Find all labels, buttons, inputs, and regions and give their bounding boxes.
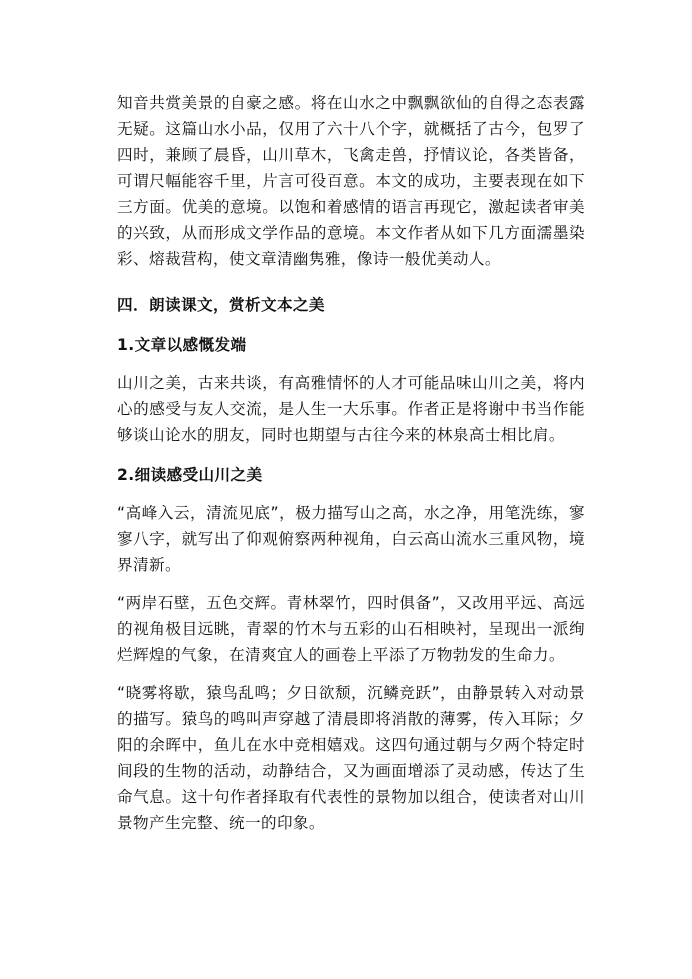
subheading-2: 2.细读感受山川之美 xyxy=(117,466,263,484)
document-page xyxy=(117,90,585,836)
section-heading: 四．朗读课文，赏析文本之美 xyxy=(117,296,325,314)
paragraph-intro: 知音共赏美景的自豪之感。将在山水之中飘飘欲仙的自得之态表露无疑。这篇山水小品，仅用了六十八个字，就概括了古今，包罗了四时，兼顾了晨昏，山川草木，飞禽走兽，抒情议论，各类皆备，可谓尺幅能容千里，片言可役百意。本文的成功，主要表现在如下三方面。优美的意境。以饱和着感情的语言再现它，激起读者审美的兴致，从而形成文学作品的意境。本文作者从如下几方面濡墨染彩、熔裁营构，使文章清幽隽雅，像诗一般优美动人。 xyxy=(117,94,585,268)
paragraph-mist: “晓雾将歇，猿鸟乱鸣；夕日欲颓，沉鳞竞跃”，由静景转入对动景的描写。猿鸟的鸣叫声穿越了清晨即将消散的薄雾，传入耳际；夕阳的余晖中，鱼儿在水中竞相嬉戏。这四句通过朝与夕两个特定时间段的生物的活动，动静结合，又为画面增添了灵动感，传达了生命气息。这十句作者择取有代表性的景物加以组合，使读者对山川景物产生完整、统一的印象。 xyxy=(117,684,585,832)
paragraph-cliffs: “两岸石壁，五色交辉。青林翠竹，四时俱备”，又改用平远、高远的视角极目远眺，青翠的竹木与五彩的山石相映衬，呈现出一派绚烂辉煌的气象，在清爽宜人的画卷上平添了万物勃发的生命力。 xyxy=(117,594,585,664)
paragraph-opening: 山川之美，古来共谈，有高雅情怀的人才可能品味山川之美，将内心的感受与友人交流，是人生一大乐事。作者正是将谢中书当作能够谈山论水的朋友，同时也期望与古往今来的林泉高士相比肩。 xyxy=(117,374,585,444)
subheading-1: 1.文章以感慨发端 xyxy=(117,336,247,354)
paragraph-peaks: “高峰入云，清流见底”，极力描写山之高，水之净，用笔洗练，寥寥八字，就写出了仰观俯察两种视角，白云高山流水三重风物，境界清新。 xyxy=(117,504,585,574)
